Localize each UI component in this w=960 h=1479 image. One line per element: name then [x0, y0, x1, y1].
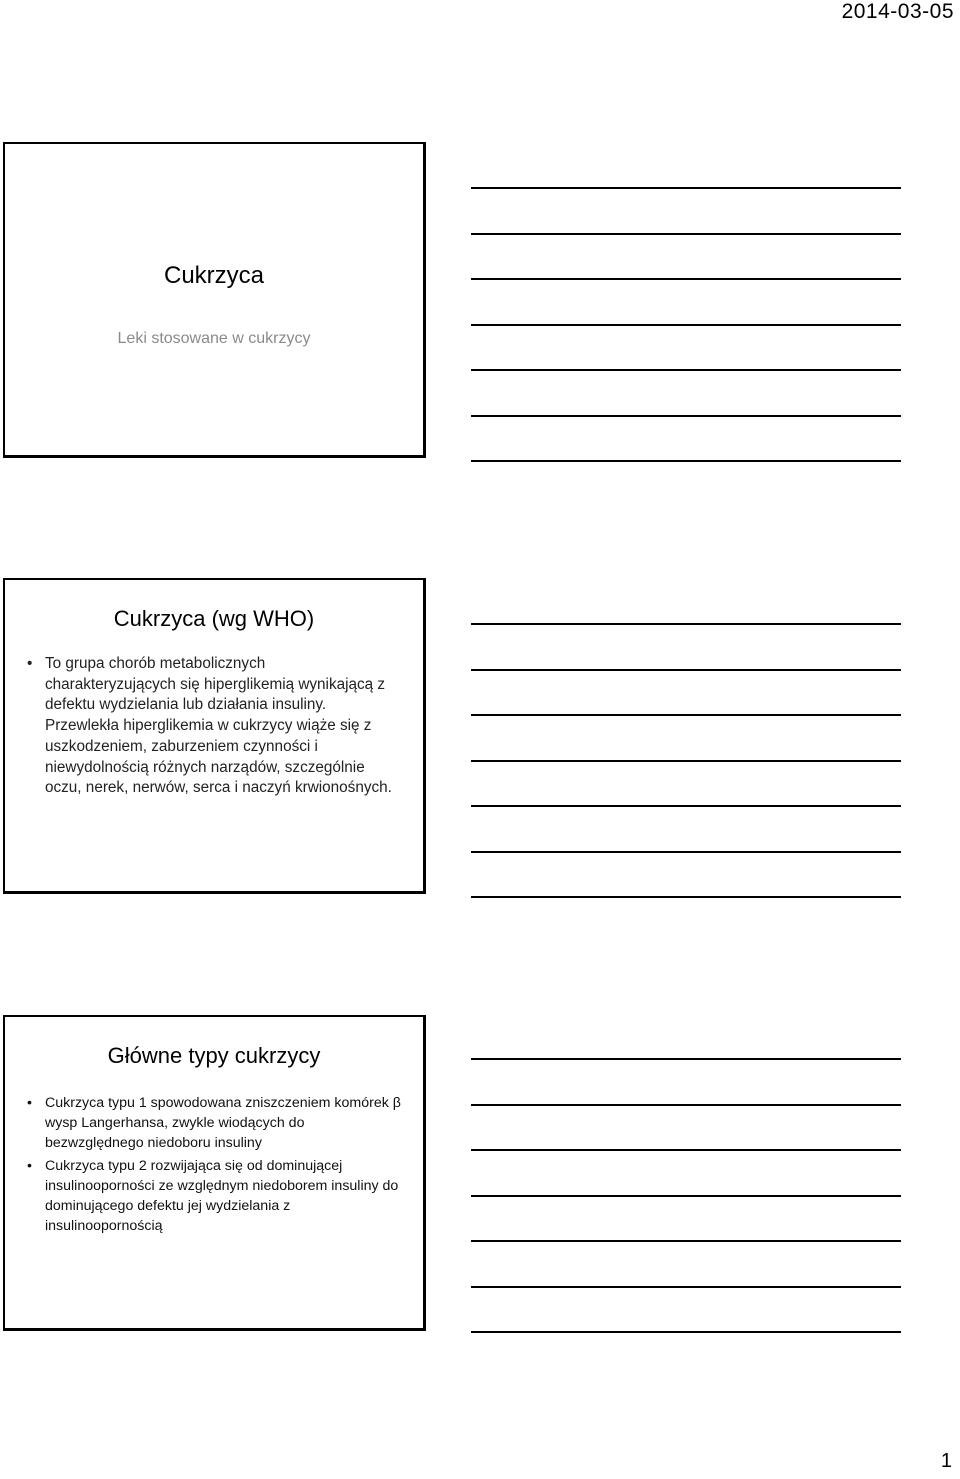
note-line	[471, 233, 901, 235]
slide-3	[3, 1015, 426, 1331]
bullet-item: • To grupa chorób metabolicznych charakteryzujących się hiperglikemią wynikającą z defektu wydzielania lub działania insuliny. Przewlekła hiperglikemia w cukrzycy wiąże się z uszkodzeniem, zaburzeniem czynności i niewydolnością różnych narządów, szczególnie oczu, nerek, nerwów, serca i naczyń krwionośnych.	[27, 654, 397, 799]
note-line	[471, 669, 901, 671]
note-line	[471, 369, 901, 371]
note-line	[471, 851, 901, 853]
note-line	[471, 1331, 901, 1333]
notes-lines	[471, 623, 901, 942]
note-line	[471, 460, 901, 462]
note-line	[471, 714, 901, 716]
note-line	[471, 805, 901, 807]
bullet-list	[27, 1093, 402, 1239]
note-line	[471, 324, 901, 326]
note-line	[471, 1149, 901, 1151]
note-line	[471, 1195, 901, 1197]
note-line	[471, 187, 901, 189]
note-line	[471, 1240, 901, 1242]
bullet-item: • Cukrzyca typu 1 spowodowana zniszczeniem komórek β wysp Langerhansa, zwykle wiodących do bezwzględnego niedoboru insuliny	[27, 1093, 402, 1153]
slide-1	[3, 142, 426, 458]
note-line	[471, 623, 901, 625]
slide-subtitle: Leki stosowane w cukrzycy	[117, 330, 311, 347]
slide-title: Główne typy cukrzycy	[107, 1043, 321, 1068]
bullet-item: • Cukrzyca typu 2 rozwijająca się od dominującej insulinooporności ze względnym niedoborem insuliny do dominującego defektu jej wydzielania z insulinoopornością	[27, 1156, 402, 1236]
slide-2	[3, 578, 426, 894]
note-line	[471, 1104, 901, 1106]
notes-lines	[471, 1058, 901, 1377]
note-line	[471, 278, 901, 280]
note-line	[471, 896, 901, 898]
note-line	[471, 1058, 901, 1060]
note-line	[471, 1286, 901, 1288]
notes-lines	[471, 187, 901, 506]
slide-title: Cukrzyca	[163, 262, 265, 289]
header-date: 2014-03-05	[841, 0, 954, 23]
note-line	[471, 415, 901, 417]
page-number: 1	[940, 1450, 952, 1472]
bullet-list	[27, 654, 397, 799]
note-line	[471, 760, 901, 762]
slide-title: Cukrzyca (wg WHO)	[113, 606, 315, 631]
